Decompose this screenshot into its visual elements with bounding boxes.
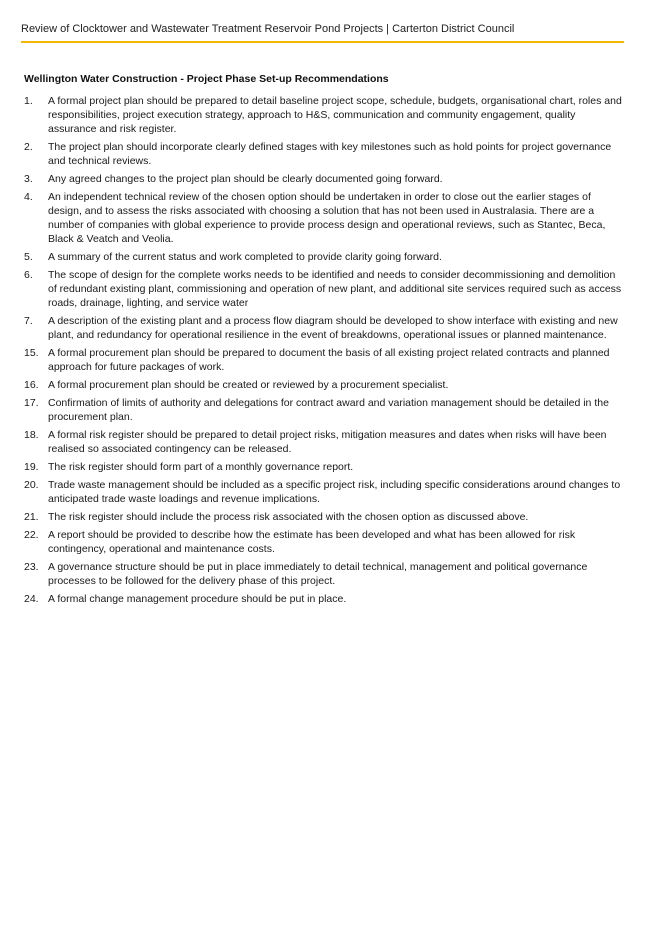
item-text: Trade waste management should be included as a specific project risk, including specific considerations around changes to anticipated trade waste loadings and revenue implications. [48,479,621,505]
item-number: 18. [24,429,39,441]
list-item [24,268,622,310]
item-text: An independent technical review of the chosen option should be undertaken in order to close out the earlier stages of design, and to assess the risks associated with choosing a solution that has not been used in Australasia. There are a number of companies with global experience to provide process design and operational reviews, such as Stantec, Beca, Black & Veatch and Veolia. [48,191,606,245]
item-text: Any agreed changes to the project plan should be clearly documented going forward. [48,173,443,185]
item-text: A report should be provided to describe how the estimate has been developed and what has been allowed for risk contingency, operational and maintenance costs. [48,529,576,555]
list-item [24,592,622,606]
item-number: 7. [24,315,33,327]
item-number: 2. [24,141,33,153]
item-number: 19. [24,461,39,473]
recommendations-list [24,94,622,610]
item-number: 3. [24,173,33,185]
list-item [24,528,622,556]
list-item [24,510,622,524]
list-item [24,94,622,136]
list-item [24,396,622,424]
item-number: 20. [24,479,39,491]
item-text: A formal project plan should be prepared to detail baseline project scope, schedule, budgets, organisational chart, roles and responsibilities, project execution strategy, approach to H&S, communication and community engagement, quality assurance and risk register. [48,95,622,135]
item-text: A formal risk register should be prepared to detail project risks, mitigation measures and dates when risks will have been realised so associated contingency can be released. [48,429,607,455]
list-item [24,428,622,456]
item-text: A summary of the current status and work completed to provide clarity going forward. [48,251,442,263]
item-number: 24. [24,593,39,605]
section-title: Wellington Water Construction - Project Phase Set-up Recommendations [24,73,389,85]
list-item [24,140,622,168]
item-text: Confirmation of limits of authority and delegations for contract award and variation management should be detailed in the procurement plan. [48,397,609,423]
item-number: 23. [24,561,39,573]
item-number: 6. [24,269,33,281]
item-number: 17. [24,397,39,409]
list-item [24,250,622,264]
list-item [24,172,622,186]
item-number: 1. [24,95,33,107]
item-number: 5. [24,251,33,263]
list-item [24,478,622,506]
item-text: The scope of design for the complete works needs to be identified and needs to consider decommissioning and demolition of redundant existing plant, commissioning and operation of new plant, and additional site services required such as access roads, drainage, lighting, and service water [48,269,622,309]
item-text: The risk register should form part of a monthly governance report. [48,461,354,473]
item-text: A formal change management procedure should be put in place. [48,593,347,605]
list-item [24,460,622,474]
item-text: A description of the existing plant and a process flow diagram should be developed to show interface with existing and new plant, and redundancy for operational resilience in the event of breakdowns, operational issues or planned maintenance. [48,315,618,341]
list-item [24,378,622,392]
item-text: A formal procurement plan should be prepared to document the basis of all existing project related contracts and planned approach for future packages of work. [48,347,610,373]
header-rule [21,41,624,43]
list-item [24,314,622,342]
item-number: 21. [24,511,39,523]
item-number: 22. [24,529,39,541]
item-text: The project plan should incorporate clearly defined stages with key milestones such as hold points for project governance and technical reviews. [48,141,612,167]
item-number: 4. [24,191,33,203]
list-item [24,346,622,374]
item-number: 15. [24,347,39,359]
item-text: The risk register should include the process risk associated with the chosen option as discussed above. [48,511,529,523]
item-number: 16. [24,379,39,391]
item-text: A formal procurement plan should be created or reviewed by a procurement specialist. [48,379,449,391]
list-item [24,560,622,588]
list-item [24,190,622,246]
page-header: Review of Clocktower and Wastewater Treatment Reservoir Pond Projects | Carterton District Council [21,23,515,35]
item-text: A governance structure should be put in place immediately to detail technical, management and political governance processes to be followed for the delivery phase of this project. [48,561,588,587]
